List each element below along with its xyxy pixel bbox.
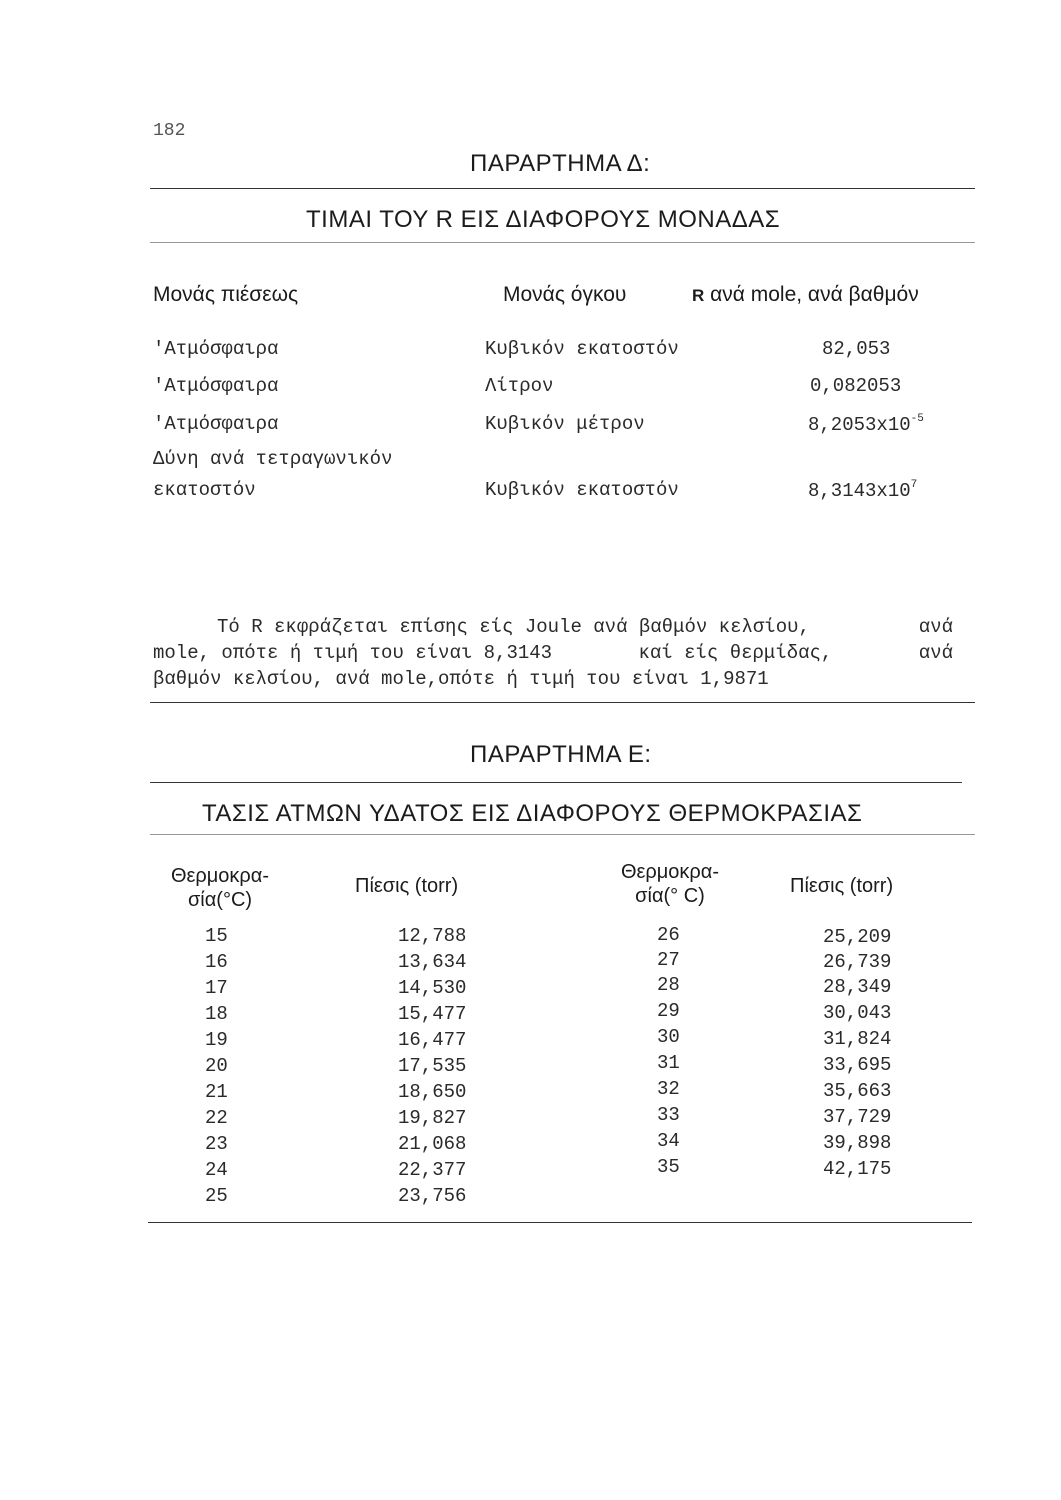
row-1-value: 82,053 bbox=[822, 338, 891, 360]
pressure-cell: 33,695 bbox=[823, 1054, 892, 1076]
page-number: 182 bbox=[153, 121, 186, 141]
pressure-cell: 39,898 bbox=[823, 1132, 892, 1154]
row-4-mantissa: 8,3143x10 bbox=[808, 480, 911, 502]
temp-cell: 19 bbox=[205, 1029, 228, 1051]
temp-cell: 25 bbox=[205, 1185, 228, 1207]
r-note-paragraph bbox=[153, 614, 953, 692]
row-1-volume: Κυβικόν εκατοστόν bbox=[485, 338, 679, 360]
appendix-e-title: ΤΑΣΙΣ ΑΤΜΩΝ ΥΔΑΤΟΣ ΕΙΣ ΔΙΑΦΟΡΟΥΣ ΘΕΡΜΟΚΡΑΣΙΑΣ bbox=[202, 800, 863, 827]
pressure-cell: 14,530 bbox=[398, 977, 467, 999]
header-r-unit: ανά mole, ανά βαθμόν bbox=[710, 283, 919, 306]
row-4-value bbox=[808, 479, 917, 502]
header-temp-right bbox=[602, 860, 738, 908]
temp-cell: 30 bbox=[657, 1026, 680, 1048]
table-row bbox=[0, 1000, 1061, 1026]
note-line-2 bbox=[153, 640, 953, 666]
note-line-1-text: Τό R εκφράζεται επίσης είς Joule ανά βαθμόν κελσίου, bbox=[217, 616, 810, 638]
note-line-3-text: βαθμόν κελσίου, ανά mole,οπότε ή τιμή του είναι 1,9871 bbox=[153, 668, 769, 690]
pressure-cell: 12,788 bbox=[398, 925, 467, 947]
row-4-pressure-line1: Δύνη ανά τετραγωνικόν bbox=[153, 448, 393, 470]
pressure-cell: 30,043 bbox=[823, 1002, 892, 1024]
temp-cell: 27 bbox=[657, 949, 680, 971]
temp-cell: 17 bbox=[205, 977, 228, 999]
pressure-cell: 23,756 bbox=[398, 1185, 467, 1207]
pressure-cell: 21,068 bbox=[398, 1133, 467, 1155]
table-row bbox=[0, 1104, 1061, 1130]
pressure-cell: 19,827 bbox=[398, 1107, 467, 1129]
pressure-cell: 28,349 bbox=[823, 976, 892, 998]
temp-cell: 33 bbox=[657, 1104, 680, 1126]
pressure-cell: 35,663 bbox=[823, 1080, 892, 1102]
rule-top-e bbox=[150, 782, 962, 783]
rule-end-e bbox=[148, 1222, 972, 1223]
header-r-symbol: R bbox=[692, 286, 705, 305]
rule-top-d bbox=[150, 188, 975, 189]
temp-cell: 21 bbox=[205, 1081, 228, 1103]
row-3-pressure: 'Ατμόσφαιρα bbox=[153, 413, 279, 435]
temp-cell: 32 bbox=[657, 1078, 680, 1100]
row-1-pressure: 'Ατμόσφαιρα bbox=[153, 338, 279, 360]
table-row bbox=[0, 1026, 1061, 1052]
table-row bbox=[0, 1185, 1061, 1211]
table-row bbox=[0, 924, 1061, 950]
temp-cell: 15 bbox=[205, 925, 228, 947]
note-line-2-mid: καί είς θερμίδας, bbox=[638, 642, 833, 664]
header-temp-left-line1: Θερμοκρα- bbox=[170, 865, 270, 887]
header-pressure-left: Πίεσις (torr) bbox=[355, 875, 459, 897]
row-4-volume: Κυβικόν εκατοστόν bbox=[485, 479, 679, 501]
table-row bbox=[0, 1078, 1061, 1104]
pressure-cell: 31,824 bbox=[823, 1028, 892, 1050]
note-line-2-end: ανά bbox=[918, 642, 953, 664]
row-3-volume: Κυβικόν μέτρον bbox=[485, 413, 645, 435]
temp-cell: 20 bbox=[205, 1055, 228, 1077]
pressure-cell: 15,477 bbox=[398, 1003, 467, 1025]
temp-cell: 26 bbox=[657, 924, 680, 946]
rule-title-d bbox=[150, 242, 975, 243]
table-row bbox=[0, 1130, 1061, 1156]
pressure-cell: 18,650 bbox=[398, 1081, 467, 1103]
row-4-pressure-line2: εκατοστόν bbox=[153, 479, 256, 501]
header-pressure-right: Πίεσις (torr) bbox=[790, 875, 894, 897]
pressure-cell: 42,175 bbox=[823, 1158, 892, 1180]
table-row bbox=[0, 1156, 1061, 1182]
row-3-mantissa: 8,2053x10 bbox=[808, 414, 911, 436]
header-pressure-unit: Μονάς πιέσεως bbox=[153, 283, 299, 306]
pressure-cell: 37,729 bbox=[823, 1106, 892, 1128]
header-volume-unit: Μονάς όγκου bbox=[503, 283, 627, 306]
temp-cell: 18 bbox=[205, 1003, 228, 1025]
temp-cell: 34 bbox=[657, 1130, 680, 1152]
pressure-cell: 16,477 bbox=[398, 1029, 467, 1051]
temp-cell: 16 bbox=[205, 951, 228, 973]
note-line-1-end: ανά bbox=[918, 616, 953, 638]
row-2-pressure: 'Ατμόσφαιρα bbox=[153, 375, 279, 397]
pressure-cell: 22,377 bbox=[398, 1159, 467, 1181]
header-temp-left bbox=[155, 864, 285, 912]
pressure-cell: 26,739 bbox=[823, 951, 892, 973]
header-temp-right-line1: Θερμοκρα- bbox=[620, 861, 720, 883]
appendix-d-heading: ΠΑΡΑΡΤΗΜΑ Δ: bbox=[470, 150, 651, 177]
appendix-e-heading: ΠΑΡΑΡΤΗΜΑ Ε: bbox=[470, 741, 652, 768]
temp-cell: 31 bbox=[657, 1052, 680, 1074]
temp-cell: 28 bbox=[657, 974, 680, 996]
row-2-volume: Λίτρον bbox=[485, 375, 554, 397]
rule-end-d bbox=[150, 702, 975, 703]
row-4-exponent: 7 bbox=[910, 479, 918, 491]
temp-cell: 35 bbox=[657, 1156, 680, 1178]
appendix-d-title: ΤΙΜΑΙ ΤΟΥ R ΕΙΣ ΔΙΑΦΟΡΟΥΣ ΜΟΝΑΔΑΣ bbox=[306, 206, 781, 233]
header-r bbox=[692, 283, 919, 307]
rule-title-e bbox=[150, 834, 975, 835]
table-row bbox=[0, 1052, 1061, 1078]
header-temp-right-line2: σία(° C) bbox=[635, 885, 705, 907]
note-line-1 bbox=[153, 614, 953, 640]
note-line-3 bbox=[153, 666, 953, 692]
header-temp-left-line2: σία(°C) bbox=[187, 889, 253, 911]
pressure-cell: 17,535 bbox=[398, 1055, 467, 1077]
row-2-value: 0,082053 bbox=[810, 375, 902, 397]
pressure-cell: 25,209 bbox=[823, 926, 892, 948]
temp-cell: 24 bbox=[205, 1159, 228, 1181]
row-3-value bbox=[808, 413, 924, 436]
pressure-cell: 13,634 bbox=[398, 951, 467, 973]
table-row bbox=[0, 974, 1061, 1000]
table-row bbox=[0, 949, 1061, 975]
note-line-2-text: mole, οπότε ή τιμή του είναι 8,3143 bbox=[153, 642, 553, 664]
temp-cell: 29 bbox=[657, 1000, 680, 1022]
temp-cell: 22 bbox=[205, 1107, 228, 1129]
temp-cell: 23 bbox=[205, 1133, 228, 1155]
row-3-exponent: -5 bbox=[910, 413, 924, 425]
